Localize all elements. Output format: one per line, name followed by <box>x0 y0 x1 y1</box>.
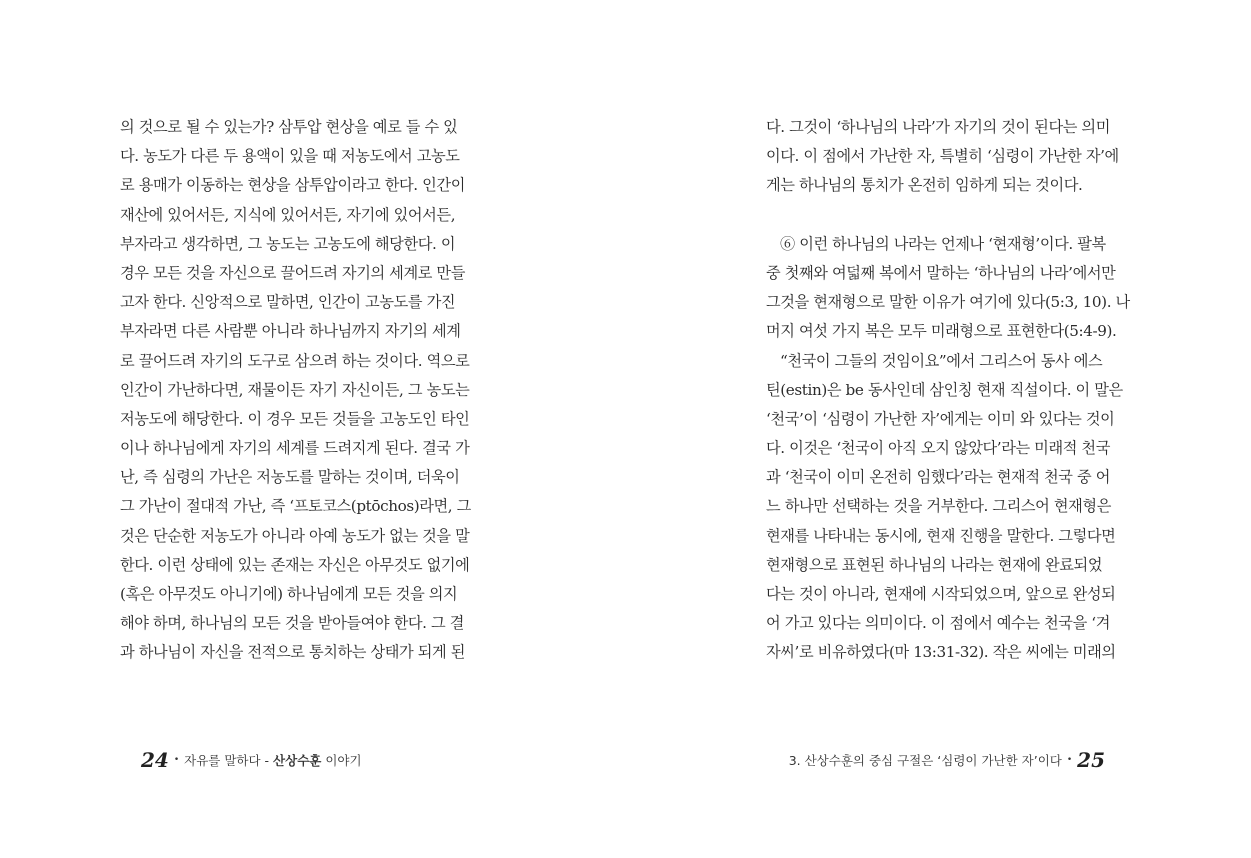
footer-separator: • <box>1066 755 1073 765</box>
text-line: 인간이 가난하다면, 재물이든 자기 자신이든, 그 농도는 <box>120 380 470 399</box>
text-line: 난, 즉 심령의 가난은 저농도를 말하는 것이며, 더욱이 <box>120 468 460 487</box>
text-line: ‘천국’이 ‘심령이 가난한 자’에게는 이미 와 있다는 것이 <box>766 409 1115 428</box>
text-line: 이다. 이 점에서 가난한 자, 특별히 ‘심령이 가난한 자’에 <box>766 147 1119 166</box>
text-line: 고자 한다. 신앙적으로 말하면, 인간이 고농도를 가진 <box>120 293 456 312</box>
page-number: 24 <box>141 748 169 772</box>
text-line: 게는 하나님의 통치가 온전히 임하게 되는 것이다. <box>766 176 1083 195</box>
text-line: 해야 하며, 하나님의 모든 것을 받아들여야 한다. 그 결 <box>120 614 464 633</box>
text-line: 이나 하나님에게 자기의 세계를 드려지게 된다. 결국 가 <box>120 439 470 458</box>
page-number: 25 <box>1077 748 1105 772</box>
book-title-bold: 산상수훈 <box>273 753 322 768</box>
text-line: 것은 단순한 저농도가 아니라 아예 농도가 없는 것을 말 <box>120 526 470 545</box>
text-line: 부자라고 생각하면, 그 농도는 고농도에 해당한다. 이 <box>120 234 456 253</box>
footer-separator: • <box>173 755 180 765</box>
chapter-title: 3. 산상수훈의 중심 구절은 ‘심령이 가난한 자’이다 <box>788 753 1062 768</box>
text-line: 현재를 나타내는 동시에, 현재 진행을 말한다. 그렇다면 <box>766 526 1116 545</box>
text-line: 경우 모든 것을 자신으로 끌어드려 자기의 세계로 만들 <box>120 263 465 282</box>
text-line: 한다. 이런 상태에 있는 존재는 자신은 아무것도 없기에 <box>120 555 470 574</box>
text-line: (혹은 아무것도 아니기에) 하나님에게 모든 것을 의지 <box>120 585 458 603</box>
book-title-suffix: 이야기 <box>321 753 362 768</box>
text-line: 다. 농도가 다른 두 용액이 있을 때 저농도에서 고농도 <box>120 147 460 166</box>
paragraph-start-line: “천국이 그들의 것임이요”에서 그리스어 동사 에스 <box>780 351 1103 370</box>
text-line: 다. 이것은 ‘천국이 아직 오지 않았다’라는 미래적 천국 <box>766 439 1110 458</box>
text-line: 다는 것이 아니라, 현재에 시작되었으며, 앞으로 완성되 <box>766 585 1116 603</box>
text-line: 머지 여섯 가지 복은 모두 미래형으로 표현한다(5:4-9). <box>766 322 1117 341</box>
right-running-footer <box>789 745 1105 775</box>
text-line: 자씨’로 비유하였다(마 13:31-32). 작은 씨에는 미래의 <box>766 643 1116 662</box>
text-line: 그것을 현재형으로 말한 이유가 여기에 있다(5:3, 10). 나 <box>766 293 1130 312</box>
text-line: 틴(estin)은 be 동사인데 삼인칭 현재 직설이다. 이 말은 <box>766 380 1123 399</box>
text-line: 느 하나만 선택하는 것을 거부한다. 그리스어 현재형은 <box>766 497 1111 516</box>
text-line: 로 끌어드려 자기의 도구로 삼으려 하는 것이다. 역으로 <box>120 351 470 370</box>
text-line: 의 것으로 될 수 있는가? 삼투압 현상을 예로 들 수 있 <box>120 118 458 136</box>
book-title-prefix: 자유를 말하다 - <box>184 753 274 768</box>
text-line: 과 ‘천국이 이미 온전히 임했다’라는 현재적 천국 중 어 <box>766 468 1110 487</box>
right-page <box>625 0 1251 858</box>
text-line: 어 가고 있다는 의미이다. 이 점에서 예수는 천국을 ‘겨 <box>766 614 1110 633</box>
text-line: 그 가난이 절대적 가난, 즉 ‘프토코스(ptōchos)라면, 그 <box>120 497 471 516</box>
text-line: 부자라면 다른 사람뿐 아니라 하나님까지 자기의 세계 <box>120 322 461 341</box>
text-line: 재산에 있어서든, 지식에 있어서든, 자기에 있어서든, <box>120 205 456 224</box>
paragraph-start-line: ⑥ 이런 하나님의 나라는 언제나 ‘현재형’이다. 팔복 <box>780 234 1106 253</box>
text-line: 중 첫째와 여덟째 복에서 말하는 ‘하나님의 나라’에서만 <box>766 263 1116 282</box>
text-line: 저농도에 해당한다. 이 경우 모든 것들을 고농도인 타인 <box>120 409 470 428</box>
text-line: 현재형으로 표현된 하나님의 나라는 현재에 완료되었 <box>766 555 1103 574</box>
right-body-text <box>766 113 1138 668</box>
text-line: 로 용매가 이동하는 현상을 삼투압이라고 한다. 인간이 <box>120 176 465 195</box>
text-line: 과 하나님이 자신을 전적으로 통치하는 상태가 되게 된 <box>120 643 465 662</box>
left-page <box>0 0 625 858</box>
left-body-text <box>120 113 480 668</box>
blank-line <box>766 201 1138 230</box>
left-running-footer <box>141 745 362 775</box>
text-line: 다. 그것이 ‘하나님의 나라’가 자기의 것이 된다는 의미 <box>766 118 1110 136</box>
